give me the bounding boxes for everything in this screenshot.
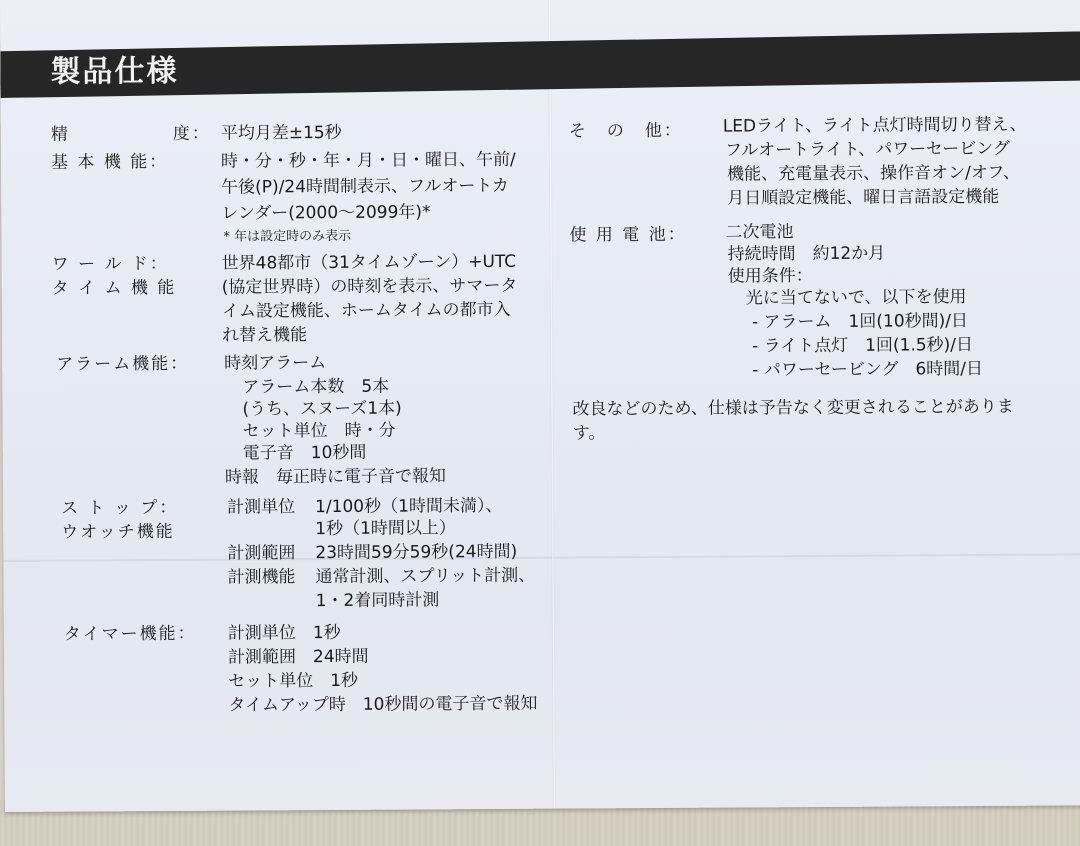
basic-label: 基 本 機 能： — [50, 151, 169, 173]
timer-line-2: 計測範囲 24時間 — [227, 646, 369, 668]
timer-line-1: 計測単位 1秒 — [227, 622, 341, 644]
stopwatch-func-line-2: 1・2着同時計測 — [315, 590, 440, 612]
basic-line-3: レンダー(2000～2099年)* — [221, 202, 431, 224]
alarm-line-3: (うち、スヌーズ1本) — [242, 398, 402, 420]
stopwatch-func-line-1: 通常計測、スプリット計測、 — [315, 565, 536, 588]
stopwatch-range-key: 計測範囲 — [227, 543, 296, 564]
timer-line-3: セット単位 1秒 — [228, 670, 359, 692]
accuracy-value: 平均月差±15秒 — [220, 122, 342, 144]
world-line-1: 世界48都市（31タイムゾーン）+UTC — [221, 251, 517, 274]
battery-line-1: 二次電池 — [725, 222, 794, 243]
world-line-4: れ替え機能 — [221, 325, 308, 346]
world-label-1: ワ ー ル ド： — [51, 253, 169, 275]
other-label: そ の 他： — [568, 120, 683, 142]
battery-line-3: 使用条件： — [727, 266, 813, 287]
other-line-3: 機能、充電量表示、操作音オン/オフ、 — [727, 162, 1020, 185]
stopwatch-label-2: ウオッチ機能 — [61, 521, 175, 543]
stopwatch-unit-line-1: 1/100秒（1時間未満）、 — [315, 495, 503, 518]
alarm-label: アラーム機能： — [56, 353, 190, 375]
stopwatch-label-1: ス ト ッ プ： — [61, 497, 179, 519]
world-line-2: (協定世界時）の時刻を表示、サマータ — [221, 275, 518, 298]
battery-line-7: - パワーセービング 6時間/日 — [752, 359, 984, 381]
battery-line-5: - アラーム 1回(10秒間)/日 — [751, 311, 969, 333]
world-line-3: イム設定機能、ホームタイムの都市入 — [221, 299, 511, 322]
paper-fold — [548, 0, 556, 809]
basic-line-2: 午後(P)/24時間制表示、フルオートカ — [221, 175, 509, 198]
world-label-2: タ イ ム 機 能 — [51, 277, 177, 299]
alarm-line-5: 電子音 10秒間 — [242, 442, 367, 464]
battery-line-2: 持続時間 約12か月 — [727, 243, 886, 265]
accuracy-label-a: 精 — [50, 124, 70, 145]
basic-line-1: 時・分・秒・年・月・日・曜日、午前/ — [220, 149, 516, 172]
timer-label: タイマー機能： — [63, 623, 197, 645]
battery-label: 使 用 電 池： — [569, 224, 687, 246]
stopwatch-range-value: 23時間59分59秒(24時間) — [315, 541, 518, 564]
page-title: 製品仕様 — [50, 53, 179, 90]
basic-note: * 年は設定時のみ表示 — [223, 228, 352, 245]
alarm-line-4: セット単位 時・分 — [242, 420, 396, 442]
alarm-line-2: アラーム本数 5本 — [242, 376, 390, 398]
stopwatch-unit-key: 計測単位 — [227, 497, 296, 518]
alarm-line-6: 時報 毎正時に電子音で報知 — [224, 466, 446, 488]
paper-crease — [3, 553, 1080, 562]
alarm-line-1: 時刻アラーム — [224, 353, 327, 374]
battery-line-4: 光に当てないで、以下を使用 — [745, 287, 967, 309]
stopwatch-unit-line-2: 1秒（1時間以上） — [315, 518, 456, 540]
other-line-1: LEDライト、ライト点灯時間切り替え、 — [722, 114, 1027, 137]
timer-line-4: タイムアップ時 10秒間の電子音で報知 — [228, 693, 538, 716]
battery-line-6: - ライト点灯 1回(1.5秒)/日 — [752, 335, 974, 357]
stopwatch-func-key: 計測機能 — [227, 567, 296, 588]
notice-line-2: す。 — [572, 423, 606, 444]
notice-line-1: 改良などのため、仕様は予告なく変更されることがありま — [572, 396, 1014, 420]
other-line-4: 月日順設定機能、曜日言語設定機能 — [727, 186, 1000, 209]
other-line-2: フルオートライト、パワーセービング — [724, 138, 1010, 161]
accuracy-label-b: 度： — [172, 123, 211, 144]
